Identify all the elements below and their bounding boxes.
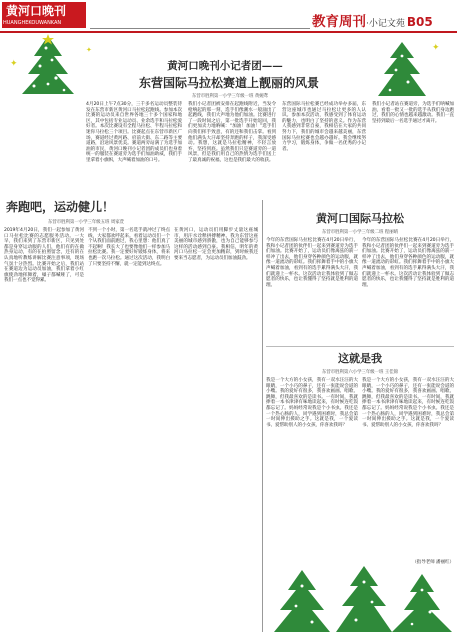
header-rule [0, 31, 457, 33]
masthead-pinyin: HUANGHEKOUWANKAN [3, 20, 62, 26]
article3-headline: 黄河口国际马拉松 [316, 212, 404, 225]
article1-body-col1: 4月20日上午7点30分，三千多名运动员整装待发在东营市新区黄河口马拉松起跑线。参加本次比赛的运动员来自世界各地三十多个国家和地区，其中包括专业运动员、业余选手和马拉松爱好者。本次比赛设有全程马拉松、半程马拉松和迷你马拉松三个项目。比赛起点在东营市新区广场，赛道经过黄河路、府前大街、东二路等主要道路，沿途风景优美。赛道两旁站满了为选手加油的市民，黄河口晚刊小记者团的成员们也身着统一的服装在赛道旁为选手们加油助威，我们手里拿着小旗帜，大声喊着加油的口号。 [86, 102, 182, 163]
article4-headline: 这就是我 [338, 352, 382, 365]
article1-body-col3: 东营国际马拉松赛已经成功举办多届，东营这座城市也通过马拉松让更多的人认识。参加本次活动，我感受到了体育运动的魅力，也明白了坚持的意义。作为东营人我感到非常自豪，我相信在大家的共同努力下，我们的城市会越来越美丽，东营国际马拉松赛也会越办越好。我会继续努力学习，锻炼身体，争做一名优秀的小记者。 [282, 102, 366, 152]
article1-body-col4: 我们小记者站在赛道旁，为选手们呐喊加油，看着一批又一批的选手从我们身边跑过，我们的心情也越来越激动。我们一直坚持到最后一名选手通过才离开。 [372, 102, 454, 124]
header-thin-rule [90, 28, 310, 29]
christmas-tree-icon [18, 34, 78, 98]
article3-byline: 东营市胜利第一小学三年级二班 程丽晴 [321, 230, 399, 235]
christmas-trees-icon [272, 566, 454, 634]
article3-body-col2: 今年的东营国际马拉松比赛在4月20日举行，我和小记者团的伙伴们一起来到赛道旁为选手们加油。比赛开始了，运动员们像离弦的箭一样冲了出去，他们身穿各种颜色的运动服，就像一道流动的彩虹。我们挥舞着手中的小旗大声喊着加油，看到有的选手累得满头大汗，我们就递上一杯水。这次活动让我体验到了做志愿者的快乐，也让我懂得了坚持就是胜利的道理。 [362, 238, 454, 288]
article3-body-col1: 今年的东营国际马拉松比赛在4月20日举行，我和小记者团的伙伴们一起来到赛道旁为选手们加油。比赛开始了，运动员们像离弦的箭一样冲了出去，他们身穿各种颜色的运动服，就像一道流动的彩虹。我们挥舞着手中的小旗大声喊着加油，看到有的选手累得满头大汗，我们就递上一杯水。这次活动让我体验到了做志愿者的快乐，也让我懂得了坚持就是胜利的道理。 [266, 238, 358, 288]
article1-body-col2: 我们小记者团被安排在起跑线附近，当发令枪响起的那一刻，选手们像潮水一般涌出了起跑线，我们大声地为他们加油。比赛进行了一段时间之后，第一批选手开始返回，我们更加卖力地呐喊：“加油！加油！”选手们向我们挥手致意，有的还和我们击掌。看到他们满头大汗却坚持奔跑的样子，我深受感动。我想，这就是马拉松精神，不轻言放弃，坚持到底。虽然我们只是赛道旁的一道风景，但是我们用自己的热情为选手们送上了最真诚的祝福，这也是我们最大的收获。 [188, 102, 276, 163]
page-section-title: 教育周刊 [312, 14, 366, 30]
article4-byline: 东营市胜利第六小学三年级一班 王佳锦 [321, 370, 399, 375]
article4-body-col2: 我是一个大方的小女孩，我有一双水汪汪的大眼睛，一个小巧的鼻子，还有一张能说会道的小嘴。我的爱好有很多，我喜欢画画、唱歌、跳舞，但我最喜欢的是读书。一有时间，我就捧着一本书津津有味地读起来，有时候连吃饭都忘记了。妈妈经常说我是个小书虫。我还是一个热心肠的人，同学遇到困难时，我总会第一时间伸出援助之手。这就是我，一个爱读书、爱帮助别人的小女孩，你喜欢我吗？ [362, 378, 454, 428]
section-divider [266, 346, 454, 347]
article2-body-col2: 不到一个小时，第一名选手就冲过了终点线，大家都欢呼起来。看着运动员们一个个从我们面前跑过，我心里想：他们真了不起啊！我长大了也要像他们一样参加马拉松比赛。我一定要好好锻炼身体，将来也跑一次马拉松。通过这次活动，我明白了只要坚持不懈，就一定能到达终点。 [88, 228, 170, 267]
star-icon: ✦ [432, 43, 440, 53]
article1-headline-line1: 黄河口晚刊小记者团—— [167, 60, 283, 72]
page-number: B05 [406, 15, 433, 29]
article4-teacher: （指导老师 潘丽红） [412, 560, 454, 565]
masthead-name: 黄河口晚刊 [6, 4, 67, 18]
article1-headline-line2: 东营国际马拉松赛道上靓丽的风景 [138, 76, 319, 90]
column-divider [262, 200, 263, 632]
article2-byline: 东营市胜利第一小学三年级五班 周家萱 [47, 220, 125, 225]
article1-byline: 东营市胜利第一小学三年级一班 黄婉鸢 [191, 94, 269, 99]
christmas-tree-icon [372, 40, 432, 100]
article2-body-col1: 2019年4月20日，我们一起参加了黄河口马拉松比赛的志愿服务活动。一大早，我们来到了东营市新区，只见到处都是身穿运动服的人们，他们有的在做热身运动，有的在拍照留念，还有的在认真地听教练讲解比赛注意事项，现场气氛十分热烈。比赛开始之后，我们站在赛道边为运动员加油，我们拿着小红旗使劲地挥舞着，嗓子都喊哑了，可是我们一点也不觉得累。 [4, 228, 84, 284]
page-subsection: ·小记文苑 [366, 19, 405, 29]
article4-body-col1: 我是一个大方的小女孩，我有一双水汪汪的大眼睛，一个小巧的鼻子，还有一张能说会道的小嘴。我的爱好有很多，我喜欢画画、唱歌、跳舞，但我最喜欢的是读书。一有时间，我就捧着一本书津津有味地读起来，有时候连吃饭都忘记了。妈妈经常说我是个小书虫。我还是一个热心肠的人，同学遇到困难时，我总会第一时间伸出援助之手。这就是我，一个爱读书、爱帮助别人的小女孩，你喜欢我吗？ [266, 378, 358, 428]
article2-headline: 奔跑吧，运动健儿！ [6, 200, 115, 214]
star-icon: ✦ [86, 46, 92, 54]
page-header [312, 10, 454, 30]
star-icon: ✦ [10, 59, 18, 69]
article2-body-col3: 在黄河口，运动员们用脚步丈量这座城市，用汗水诠释拼搏精神。我为东营这座美丽的城市感到骄傲，也为自己能够参与这样的活动感到自豪。我相信，明年的黄河口马拉松一定会更加精彩，到时候我还要来当志愿者，为运动员们加油鼓劲。 [174, 228, 258, 261]
